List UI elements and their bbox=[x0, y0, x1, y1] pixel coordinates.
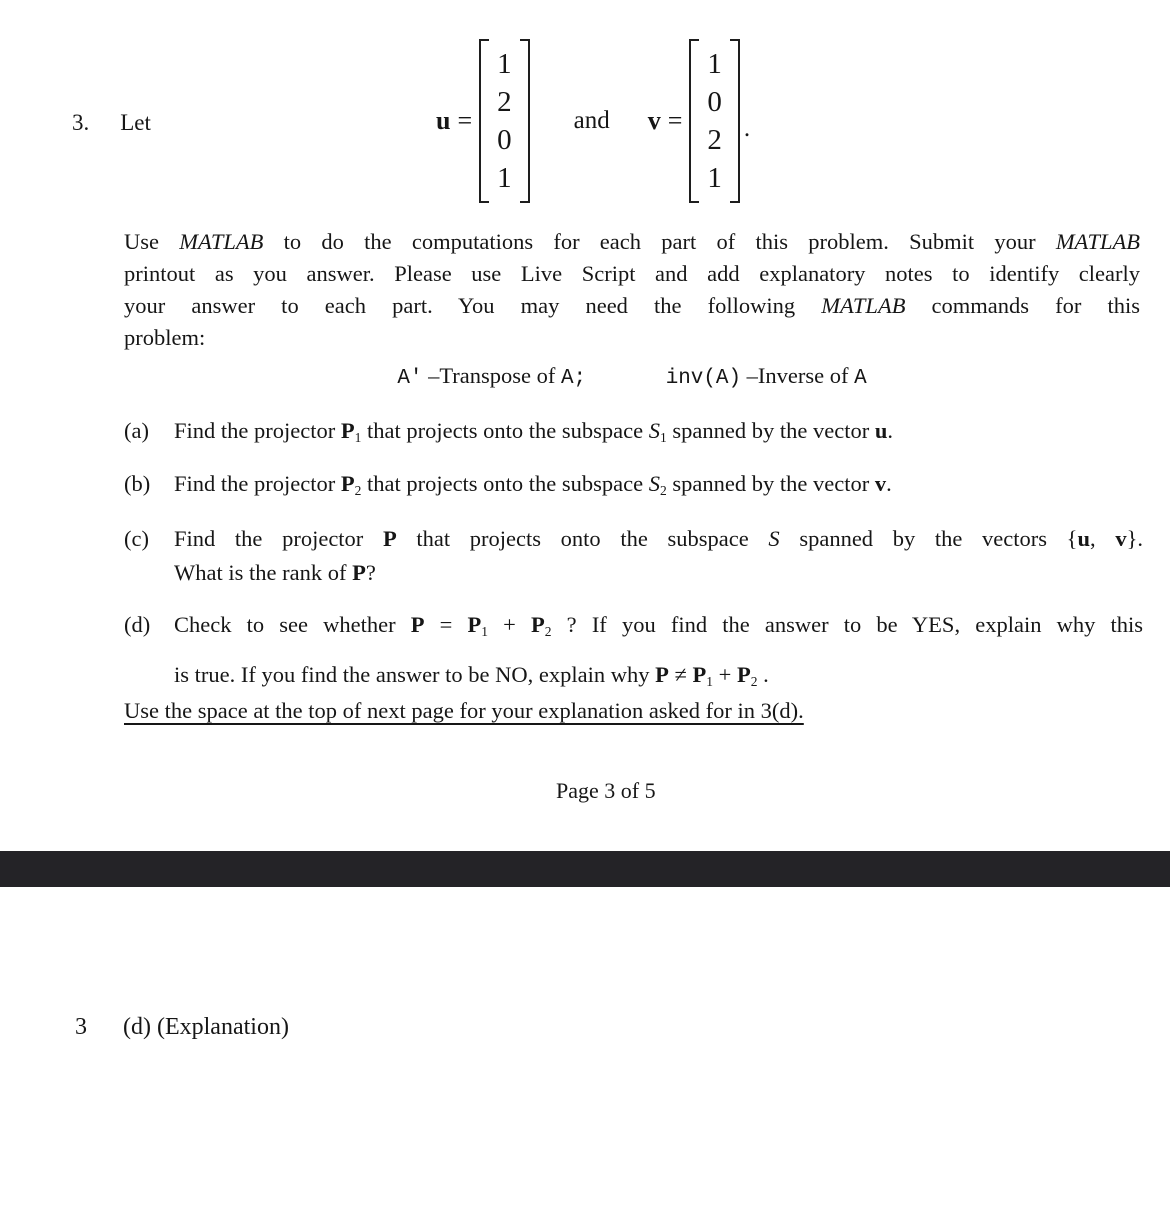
right-bracket bbox=[730, 39, 740, 203]
part-item-d bbox=[124, 603, 1143, 703]
text-run: P bbox=[340, 471, 355, 496]
part-line bbox=[174, 471, 1143, 499]
text-run: P bbox=[410, 612, 425, 637]
text-run: spanned by the vector bbox=[666, 471, 875, 496]
text-run: u bbox=[874, 418, 888, 443]
text-run: spanned by the vectors { bbox=[779, 526, 1078, 551]
matrix-cell: 0 bbox=[497, 124, 512, 156]
text-run: 1 bbox=[481, 623, 489, 639]
text-run: ? bbox=[365, 560, 376, 585]
command-transpose bbox=[397, 363, 586, 388]
part-line bbox=[174, 418, 1143, 446]
matrix-cell: 1 bbox=[497, 48, 512, 80]
text-run: 2 bbox=[660, 482, 667, 498]
part-item-a bbox=[124, 418, 1143, 446]
text-run: 2 bbox=[354, 482, 362, 498]
intro-line bbox=[124, 290, 1140, 322]
text-run: that projects onto the subspace bbox=[361, 418, 649, 443]
text-run: A; bbox=[561, 367, 587, 390]
intro-paragraph bbox=[124, 226, 1140, 354]
text-run: . bbox=[887, 418, 893, 443]
vector-u-label: u bbox=[436, 106, 451, 135]
right-bracket bbox=[520, 39, 530, 203]
text-run: Find the projector bbox=[174, 526, 383, 551]
text-run: –Transpose of bbox=[422, 363, 561, 388]
text-run: Find the projector bbox=[174, 418, 341, 443]
explanation-label: (d) (Explanation) bbox=[123, 1014, 289, 1040]
problem-header bbox=[72, 110, 151, 136]
text-run: S bbox=[648, 418, 661, 443]
left-bracket bbox=[689, 39, 699, 203]
text-run: A' bbox=[397, 367, 423, 390]
text-run: Use bbox=[124, 229, 180, 254]
matrix-v bbox=[689, 39, 740, 203]
text-run: , bbox=[1090, 526, 1116, 551]
text-run: + bbox=[488, 612, 532, 637]
text-run: P bbox=[736, 661, 751, 687]
text-run: 2 bbox=[544, 623, 552, 639]
explanation-header bbox=[75, 1014, 289, 1041]
intro-line bbox=[124, 226, 1140, 258]
text-run: is true. If you find the answer to be NO, explain why bbox=[174, 661, 656, 687]
part-line bbox=[174, 603, 1143, 653]
text-run: . bbox=[886, 471, 892, 496]
text-run: inv(A) bbox=[665, 367, 741, 390]
part-line bbox=[174, 556, 1143, 590]
page-divider-bar bbox=[0, 851, 1170, 887]
text-run: v bbox=[1115, 526, 1127, 551]
text-run: . bbox=[757, 661, 769, 687]
explanation-number: 3 bbox=[75, 1014, 87, 1040]
text-run: to do the computations for each part of this problem. Submit your bbox=[263, 229, 1056, 254]
intro-line bbox=[124, 322, 1140, 354]
matrix-cell: 0 bbox=[707, 86, 722, 118]
text-run: your answer to each part. You may need the following bbox=[124, 293, 822, 318]
text-run: problem: bbox=[124, 325, 206, 350]
text-run: Find the projector bbox=[174, 471, 341, 496]
text-run: P bbox=[655, 661, 669, 687]
command-inverse bbox=[666, 363, 867, 388]
text-run: A bbox=[854, 367, 867, 390]
text-run: P bbox=[692, 661, 707, 687]
intro-line bbox=[124, 258, 1140, 290]
text-run: = bbox=[424, 612, 468, 637]
text-run: spanned by the vector bbox=[666, 418, 875, 443]
text-run: S bbox=[768, 526, 780, 551]
part-label: (a) bbox=[124, 418, 149, 443]
text-run: }. bbox=[1126, 526, 1143, 551]
vector-v-label: v bbox=[647, 106, 661, 135]
matrix-cell: 1 bbox=[707, 162, 722, 194]
page-number: Page 3 of 5 bbox=[556, 778, 656, 803]
text-run: MATLAB bbox=[179, 229, 264, 254]
text-run: MATLAB bbox=[1055, 229, 1140, 254]
part-line bbox=[174, 522, 1143, 556]
note-underlined: Use the space at the top of next page for your explanation asked for in 3(d). bbox=[124, 698, 804, 723]
part-label: (c) bbox=[124, 526, 149, 551]
matrix-cell: 2 bbox=[707, 124, 722, 156]
part-label: (b) bbox=[124, 471, 151, 496]
text-run: What is the rank of bbox=[174, 560, 353, 585]
text-run: –Inverse of bbox=[741, 363, 855, 388]
text-run: P bbox=[352, 560, 366, 585]
text-run: P bbox=[467, 612, 482, 637]
part-line bbox=[174, 653, 1143, 703]
part-item-c bbox=[124, 522, 1143, 590]
text-run: S bbox=[648, 471, 661, 496]
matrix-cell: 1 bbox=[707, 48, 722, 80]
text-run: that projects onto the subspace bbox=[361, 471, 649, 496]
vector-equation bbox=[436, 39, 750, 203]
text-run: P bbox=[340, 418, 355, 443]
matrix-cell: 1 bbox=[497, 162, 512, 194]
problem-number: 3. bbox=[72, 110, 90, 135]
text-run: that projects onto the subspace bbox=[396, 526, 769, 551]
text-run: 1 bbox=[354, 429, 362, 445]
text-run: commands for this bbox=[905, 293, 1140, 318]
matlab-commands-line bbox=[124, 363, 1140, 390]
matrix-cell: 2 bbox=[497, 86, 512, 118]
equation-period: . bbox=[743, 115, 751, 142]
text-run: 1 bbox=[660, 429, 667, 445]
left-bracket bbox=[479, 39, 489, 203]
text-run: MATLAB bbox=[821, 293, 906, 318]
text-run: P bbox=[531, 612, 545, 637]
text-run: 1 bbox=[706, 673, 713, 689]
and-label: and bbox=[573, 107, 610, 134]
equals-sign: = bbox=[457, 106, 473, 135]
text-run: u bbox=[1077, 526, 1091, 551]
text-run: + bbox=[713, 661, 737, 687]
part-item-b bbox=[124, 471, 1143, 499]
text-run: ? If you find the answer to be YES, explain why this bbox=[551, 612, 1143, 637]
part-label: (d) bbox=[124, 612, 151, 637]
let-label: Let bbox=[120, 110, 151, 135]
text-run: 2 bbox=[750, 673, 758, 689]
text-run: P bbox=[382, 526, 397, 551]
text-run: Check to see whether bbox=[174, 612, 411, 637]
text-run: ≠ bbox=[668, 661, 693, 687]
text-run: printout as you answer. Please use Live Script and add explanatory notes to identify clearly bbox=[124, 261, 1140, 286]
equals-sign: = bbox=[667, 106, 683, 135]
text-run: v bbox=[874, 471, 887, 496]
matrix-u bbox=[479, 39, 530, 203]
